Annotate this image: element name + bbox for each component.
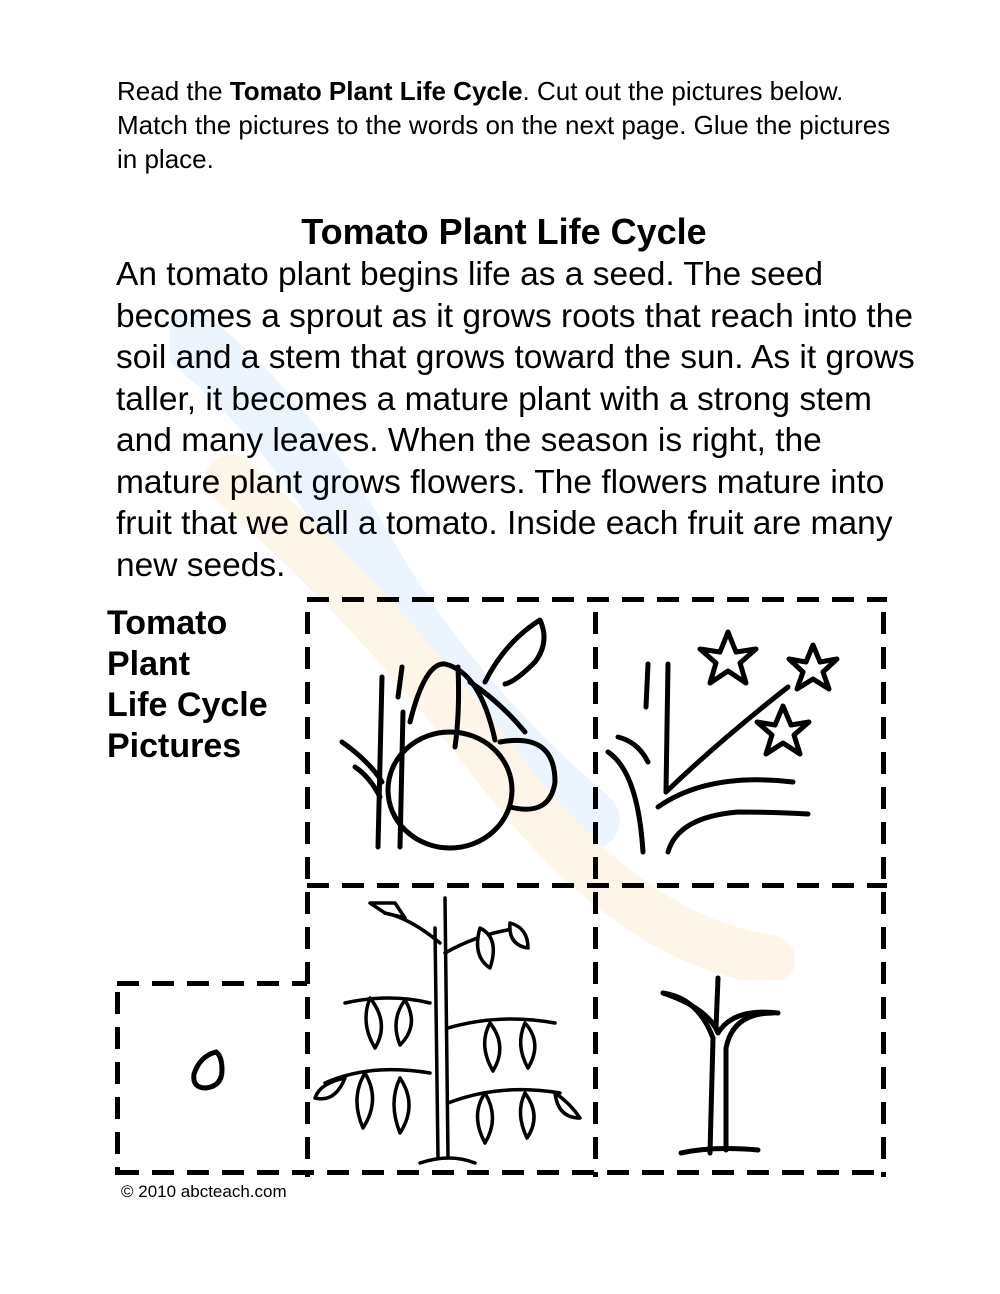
side-label-line: Life Cycle — [107, 686, 268, 724]
page-title: Tomato Plant Life Cycle — [301, 211, 707, 252]
instructions — [117, 74, 897, 176]
side-label — [107, 603, 268, 767]
side-label-line: Pictures — [107, 727, 242, 765]
side-label-line: Tomato — [107, 604, 228, 642]
copyright: © 2010 abcteach.com — [121, 1182, 287, 1201]
tomato-fruit-icon[interactable] — [310, 602, 593, 882]
side-label-line: Plant — [107, 645, 191, 683]
tomato-flowers-icon[interactable] — [598, 602, 881, 882]
instructions-prefix: Read the — [117, 76, 230, 106]
sprout-icon[interactable] — [598, 888, 881, 1168]
mature-plant-icon[interactable] — [310, 888, 593, 1168]
seed-icon[interactable] — [120, 988, 305, 1168]
instructions-suffix: . Cut out the pictures below. Match the pictures to the words on the next page. Glue the pictures in place. — [117, 76, 891, 174]
passage: An tomato plant begins life as a seed. The seed becomes a sprout as it grows roots that reach into the soil and a stem that grows toward the sun. As it grows taller, it becomes a mature plant with a strong stem and many leaves. When the season is right, the mature plant grows flowers. The flowers mature into fruit that we call a tomato. Inside each fruit are many new seeds. — [116, 256, 915, 584]
instructions-bold: Tomato Plant Life Cycle — [229, 76, 523, 106]
